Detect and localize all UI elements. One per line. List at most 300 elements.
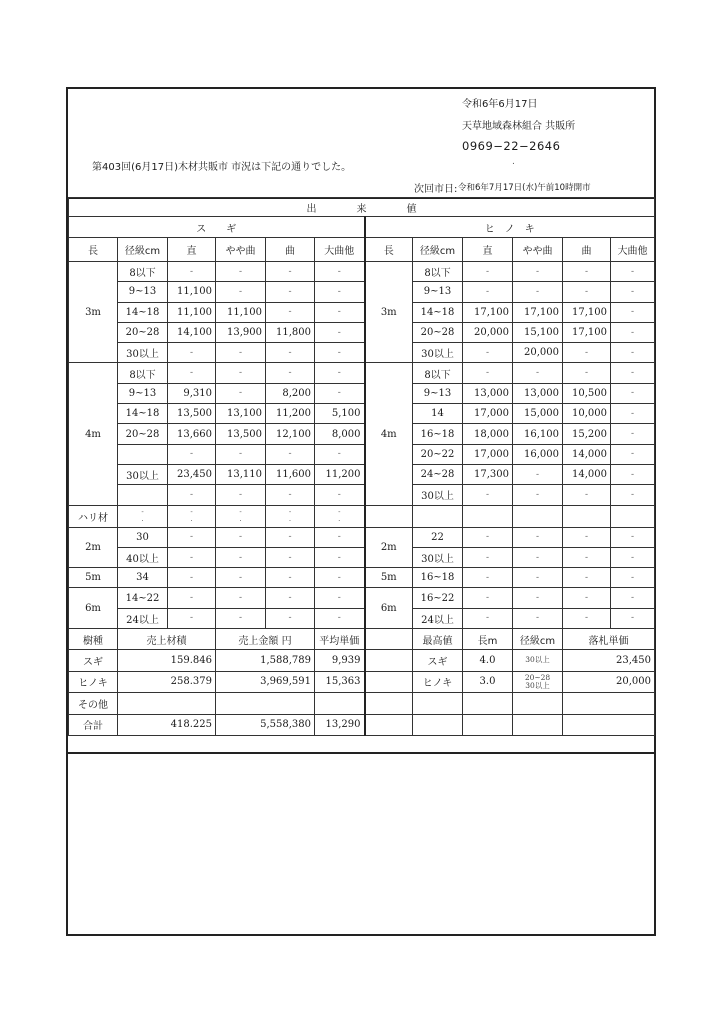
empty-price-cell: - — [611, 568, 655, 588]
dash-mark: - — [141, 508, 144, 517]
table-row — [69, 322, 655, 342]
empty-price-cell: - — [168, 608, 216, 628]
empty-cell — [365, 714, 413, 736]
price-cell: 17,000 — [463, 444, 513, 464]
length-label: 3m — [365, 262, 413, 363]
empty-price-cell: - — [463, 363, 513, 383]
sales-amount: 5,558,380 — [216, 714, 315, 736]
highest-diameter: 30以上 — [513, 650, 563, 672]
diameter-class: 9~13 — [413, 282, 463, 302]
empty-cell — [365, 671, 413, 693]
empty-price-cell: - — [563, 608, 611, 628]
empty-price-cell: - — [611, 527, 655, 547]
diameter-class: 8以下 — [118, 262, 168, 282]
price-cell: 15,000 — [513, 404, 563, 424]
table-row — [69, 671, 655, 693]
column-header: 直 — [463, 238, 513, 262]
empty-cell — [413, 693, 463, 715]
price-cell: 13,900 — [216, 322, 266, 342]
table-row — [69, 363, 655, 383]
sales-amount: 1,588,789 — [216, 650, 315, 672]
empty-cell — [463, 693, 513, 715]
length-label: 5m — [365, 568, 413, 588]
empty-price-cell: - — [611, 322, 655, 342]
length-label: 2m — [365, 527, 413, 568]
empty-price-cell: - — [611, 588, 655, 608]
empty-price-cell: - — [463, 527, 513, 547]
empty-price-cell: - — [216, 608, 266, 628]
empty-price-cell: - — [168, 363, 216, 383]
empty-price-cell: - — [315, 363, 365, 383]
market-title: 第403回(6月17日)木材共販市 市況は下記の通りでした。 — [92, 162, 352, 173]
price-cell: 11,200 — [315, 464, 365, 484]
diameter-class: 34 — [118, 568, 168, 588]
price-cell: 16,000 — [513, 444, 563, 464]
diameter-class: 30 — [118, 527, 168, 547]
table-row — [69, 198, 655, 217]
empty-cell — [513, 693, 563, 715]
empty-price-cell: - — [513, 608, 563, 628]
table-row — [69, 383, 655, 403]
empty-price-cell: - — [513, 547, 563, 567]
diameter-class — [118, 485, 168, 505]
column-header: 直 — [168, 238, 216, 262]
diameter-class: 30以上 — [413, 485, 463, 505]
empty-price-cell: - — [611, 547, 655, 567]
sales-volume: 159.846 — [118, 650, 216, 672]
empty-price-cell: - — [266, 302, 315, 322]
price-cell: 14,000 — [563, 464, 611, 484]
empty-price-cell: - — [168, 485, 216, 505]
empty-price-cell: - — [315, 302, 365, 322]
empty-price-cell — [168, 505, 216, 527]
diameter-class: 16~18 — [413, 568, 463, 588]
empty-price-cell: - — [611, 302, 655, 322]
table-row — [69, 527, 655, 547]
empty-price-cell: - — [563, 547, 611, 567]
price-cell: 10,500 — [563, 383, 611, 403]
summary-header: 売上材積 — [118, 629, 216, 650]
price-cell: 12,100 — [266, 424, 315, 444]
price-cell: 18,000 — [463, 424, 513, 444]
length-label: 3m — [69, 262, 118, 363]
empty-price-cell: - — [513, 527, 563, 547]
empty-price-cell: - — [611, 404, 655, 424]
diameter-class: 40以上 — [118, 547, 168, 567]
empty-price-cell: - — [216, 343, 266, 363]
price-cell: 13,100 — [216, 404, 266, 424]
diameter-class: 8以下 — [118, 363, 168, 383]
price-cell: 16,100 — [513, 424, 563, 444]
highest-header: 径級cm — [513, 629, 563, 650]
length-label: 2m — [69, 527, 118, 568]
empty-price-cell: - — [563, 363, 611, 383]
price-cell: 11,100 — [168, 302, 216, 322]
price-cell: 17,300 — [463, 464, 513, 484]
empty-price-cell: - — [266, 363, 315, 383]
highest-length: 3.0 — [463, 671, 513, 693]
price-cell: 9,310 — [168, 383, 216, 403]
diameter-class: 20~28 — [118, 424, 168, 444]
diameter-class: 9~13 — [118, 282, 168, 302]
notes-area — [68, 752, 654, 936]
empty-price-cell: - — [563, 527, 611, 547]
empty-price-cell: - — [513, 464, 563, 484]
empty-price-cell: - — [168, 527, 216, 547]
empty-cell — [365, 505, 413, 527]
winning-bid-price: 20,000 — [563, 671, 655, 693]
empty-price-cell: - — [315, 322, 365, 342]
empty-price-cell: - — [513, 282, 563, 302]
table-row — [69, 262, 655, 282]
average-price — [315, 693, 365, 715]
empty-price-cell: - — [611, 444, 655, 464]
dot-mark: . — [141, 515, 144, 524]
empty-price-cell: - — [463, 262, 513, 282]
diameter-class: 14 — [413, 404, 463, 424]
price-cell: 20,000 — [513, 343, 563, 363]
diameter-class: 9~13 — [413, 383, 463, 403]
table-row — [69, 282, 655, 302]
price-cell: 17,100 — [563, 322, 611, 342]
price-cell: 8,000 — [315, 424, 365, 444]
empty-price-cell: - — [611, 424, 655, 444]
empty-price-cell: - — [563, 282, 611, 302]
diameter-class: 24以上 — [118, 608, 168, 628]
empty-price-cell: - — [463, 608, 513, 628]
empty-price-cell: - — [216, 363, 266, 383]
sales-volume — [118, 693, 216, 715]
dash-mark: - — [288, 508, 292, 517]
table-row — [69, 424, 655, 444]
highest-length: 4.0 — [463, 650, 513, 672]
price-cell: 5,100 — [315, 404, 365, 424]
highest-species: ヒノキ — [413, 671, 463, 693]
table-row — [69, 693, 655, 715]
document-header — [68, 89, 654, 199]
highest-header: 長m — [463, 629, 513, 650]
empty-price-cell: - — [216, 282, 266, 302]
empty-price-cell — [266, 505, 315, 527]
issue-date: 令和6年6月17日 — [462, 99, 538, 110]
empty-price-cell: - — [611, 464, 655, 484]
document-frame — [66, 87, 656, 936]
diameter-class: 8以下 — [413, 363, 463, 383]
empty-price-cell: - — [315, 282, 365, 302]
empty-cell — [513, 505, 563, 527]
column-header: 曲 — [563, 238, 611, 262]
price-cell: 14,100 — [168, 322, 216, 342]
next-market-label: 次回市日: — [414, 184, 458, 195]
diameter-class: 30以上 — [413, 343, 463, 363]
summary-header: 売上金額 円 — [216, 629, 315, 650]
stray-mark: . — [512, 157, 515, 167]
dash-mark: - — [190, 508, 193, 517]
table-row — [69, 404, 655, 424]
empty-price-cell: - — [315, 588, 365, 608]
length-label: 4m — [69, 363, 118, 505]
empty-price-cell: - — [315, 383, 365, 403]
empty-price-cell: - — [463, 485, 513, 505]
diameter-class: 14~18 — [118, 404, 168, 424]
highest-diameter — [513, 671, 563, 693]
empty-price-cell: - — [611, 282, 655, 302]
empty-price-cell: - — [266, 608, 315, 628]
empty-price-cell: - — [168, 588, 216, 608]
table-row — [69, 485, 655, 505]
empty-price-cell: - — [266, 568, 315, 588]
empty-price-cell: - — [266, 527, 315, 547]
diameter-class: 20~28 — [413, 322, 463, 342]
diameter-class: 24~28 — [413, 464, 463, 484]
sales-volume: 418.225 — [118, 714, 216, 736]
table-row — [69, 588, 655, 608]
summary-header: 樹種 — [69, 629, 118, 650]
price-cell: 11,100 — [216, 302, 266, 322]
average-price: 15,363 — [315, 671, 365, 693]
empty-price-cell: - — [168, 444, 216, 464]
diameter-line: 30以上 — [525, 680, 550, 690]
column-header: 大曲他 — [611, 238, 655, 262]
table-row — [69, 444, 655, 464]
diameter-class: 30以上 — [413, 547, 463, 567]
length-label: 6m — [365, 588, 413, 629]
section-title: 出 来 値 — [69, 198, 655, 217]
table-row — [69, 505, 655, 527]
price-cell: 13,110 — [216, 464, 266, 484]
empty-price-cell: - — [266, 485, 315, 505]
empty-price-cell: - — [315, 527, 365, 547]
price-cell: 11,800 — [266, 322, 315, 342]
next-market-date: 令和6年7月17日(水)午前10時開市 — [458, 183, 591, 193]
empty-price-cell: - — [513, 588, 563, 608]
empty-cell — [365, 650, 413, 672]
empty-price-cell: - — [611, 485, 655, 505]
table-row — [69, 238, 655, 262]
diameter-class: 8以下 — [413, 262, 463, 282]
diameter-class: 16~18 — [413, 424, 463, 444]
empty-cell — [611, 505, 655, 527]
price-cell: 17,100 — [563, 302, 611, 322]
highest-species: スギ — [413, 650, 463, 672]
empty-price-cell: - — [168, 568, 216, 588]
dash-mark: - — [239, 508, 242, 517]
table-row — [69, 343, 655, 363]
table-row — [69, 568, 655, 588]
empty-price-cell: - — [563, 568, 611, 588]
empty-price-cell: - — [266, 262, 315, 282]
empty-price-cell — [118, 505, 168, 527]
column-header: やや曲 — [513, 238, 563, 262]
highest-header: 落札単価 — [563, 629, 655, 650]
price-cell: 13,000 — [463, 383, 513, 403]
price-cell: 17,100 — [463, 302, 513, 322]
dot-mark: . — [338, 515, 341, 524]
empty-price-cell: - — [315, 262, 365, 282]
column-header: 曲 — [266, 238, 315, 262]
empty-price-cell: - — [463, 282, 513, 302]
empty-cell — [365, 693, 413, 715]
empty-price-cell: - — [611, 383, 655, 403]
price-cell: 10,000 — [563, 404, 611, 424]
average-price: 9,939 — [315, 650, 365, 672]
sales-volume: 258.379 — [118, 671, 216, 693]
species-header-sugi: ス ギ — [69, 217, 365, 238]
summary-header: 平均単価 — [315, 629, 365, 650]
price-cell: 17,000 — [463, 404, 513, 424]
column-header: 径級cm — [413, 238, 463, 262]
empty-price-cell: - — [168, 343, 216, 363]
table-row — [69, 217, 655, 238]
empty-cell — [563, 505, 611, 527]
diameter-class — [118, 444, 168, 464]
empty-price-cell: - — [216, 588, 266, 608]
table-row — [69, 547, 655, 567]
table-row — [69, 650, 655, 672]
price-cell: 15,200 — [563, 424, 611, 444]
empty-cell — [413, 714, 463, 736]
species-header-hinoki: ヒ ノ キ — [365, 217, 655, 238]
species-name: スギ — [69, 650, 118, 672]
empty-price-cell: - — [315, 568, 365, 588]
diameter-class: 22 — [413, 527, 463, 547]
empty-price-cell — [216, 505, 266, 527]
price-cell: 13,660 — [168, 424, 216, 444]
highest-header: 最高値 — [413, 629, 463, 650]
dot-mark: . — [239, 515, 242, 524]
empty-price-cell: - — [563, 588, 611, 608]
price-cell: 11,100 — [168, 282, 216, 302]
empty-price-cell: - — [266, 444, 315, 464]
average-price: 13,290 — [315, 714, 365, 736]
table-row — [69, 629, 655, 650]
species-name: ヒノキ — [69, 671, 118, 693]
diameter-class: 20~22 — [413, 444, 463, 464]
column-header: 径級cm — [118, 238, 168, 262]
empty-price-cell — [315, 505, 365, 527]
empty-price-cell: - — [463, 547, 513, 567]
empty-cell — [365, 629, 413, 650]
price-cell: 20,000 — [463, 322, 513, 342]
empty-price-cell: - — [266, 282, 315, 302]
empty-cell — [513, 714, 563, 736]
empty-price-cell: - — [216, 485, 266, 505]
empty-price-cell: - — [513, 262, 563, 282]
empty-price-cell: - — [216, 383, 266, 403]
diameter-class: 30以上 — [118, 343, 168, 363]
length-label: 4m — [365, 363, 413, 505]
empty-price-cell: - — [611, 343, 655, 363]
table-row — [69, 608, 655, 628]
diameter-class: 9~13 — [118, 383, 168, 403]
empty-cell — [463, 505, 513, 527]
empty-price-cell: - — [266, 343, 315, 363]
price-cell: 13,000 — [513, 383, 563, 403]
empty-price-cell: - — [611, 363, 655, 383]
dot-mark: . — [288, 515, 292, 524]
price-cell: 17,100 — [513, 302, 563, 322]
column-header: 大曲他 — [315, 238, 365, 262]
column-header: 長 — [69, 238, 118, 262]
empty-cell — [563, 714, 655, 736]
empty-price-cell: - — [266, 547, 315, 567]
species-name: その他 — [69, 693, 118, 715]
empty-price-cell: - — [168, 547, 216, 567]
price-cell: 13,500 — [168, 404, 216, 424]
price-cell: 11,200 — [266, 404, 315, 424]
empty-cell — [563, 693, 655, 715]
diameter-class: 14~18 — [413, 302, 463, 322]
empty-price-cell: - — [463, 343, 513, 363]
price-cell: 11,600 — [266, 464, 315, 484]
length-label: ハリ材 — [69, 505, 118, 527]
price-cell: 14,000 — [563, 444, 611, 464]
diameter-class: 16~22 — [413, 588, 463, 608]
empty-price-cell: - — [611, 262, 655, 282]
diameter-class: 30以上 — [118, 464, 168, 484]
diameter-class: 20~28 — [118, 322, 168, 342]
price-cell: 23,450 — [168, 464, 216, 484]
empty-price-cell: - — [611, 608, 655, 628]
empty-price-cell: - — [266, 588, 315, 608]
diameter-line: 20~28 — [524, 672, 551, 682]
table-row — [69, 464, 655, 484]
empty-price-cell: - — [563, 485, 611, 505]
empty-price-cell: - — [463, 588, 513, 608]
price-table — [68, 197, 655, 736]
length-label: 6m — [69, 588, 118, 629]
empty-price-cell: - — [513, 568, 563, 588]
empty-price-cell: - — [315, 547, 365, 567]
phone-number: 0969−22−2646 — [462, 139, 561, 153]
price-cell: 13,500 — [216, 424, 266, 444]
empty-price-cell: - — [513, 363, 563, 383]
sales-amount: 3,969,591 — [216, 671, 315, 693]
diameter-class: 14~22 — [118, 588, 168, 608]
dot-mark: . — [190, 515, 193, 524]
winning-bid-price: 23,450 — [563, 650, 655, 672]
length-label: 5m — [69, 568, 118, 588]
empty-price-cell: - — [563, 343, 611, 363]
dash-mark: - — [338, 508, 341, 517]
empty-price-cell: - — [513, 485, 563, 505]
empty-price-cell: - — [563, 262, 611, 282]
empty-price-cell: - — [216, 262, 266, 282]
empty-price-cell: - — [315, 444, 365, 464]
organization-name: 天草地域森林組合 共販所 — [462, 121, 576, 132]
price-cell: 15,100 — [513, 322, 563, 342]
column-header: 長 — [365, 238, 413, 262]
species-name: 合計 — [69, 714, 118, 736]
empty-price-cell: - — [463, 568, 513, 588]
empty-price-cell: - — [216, 444, 266, 464]
empty-price-cell: - — [315, 343, 365, 363]
sales-amount — [216, 693, 315, 715]
empty-price-cell: - — [168, 262, 216, 282]
column-header: やや曲 — [216, 238, 266, 262]
empty-price-cell: - — [216, 547, 266, 567]
diameter-class: 14~18 — [118, 302, 168, 322]
empty-cell — [413, 505, 463, 527]
price-cell: 8,200 — [266, 383, 315, 403]
empty-price-cell: - — [315, 608, 365, 628]
diameter-class: 24以上 — [413, 608, 463, 628]
empty-cell — [463, 714, 513, 736]
table-row — [69, 714, 655, 736]
empty-price-cell: - — [216, 527, 266, 547]
table-row — [69, 302, 655, 322]
empty-price-cell: - — [216, 568, 266, 588]
